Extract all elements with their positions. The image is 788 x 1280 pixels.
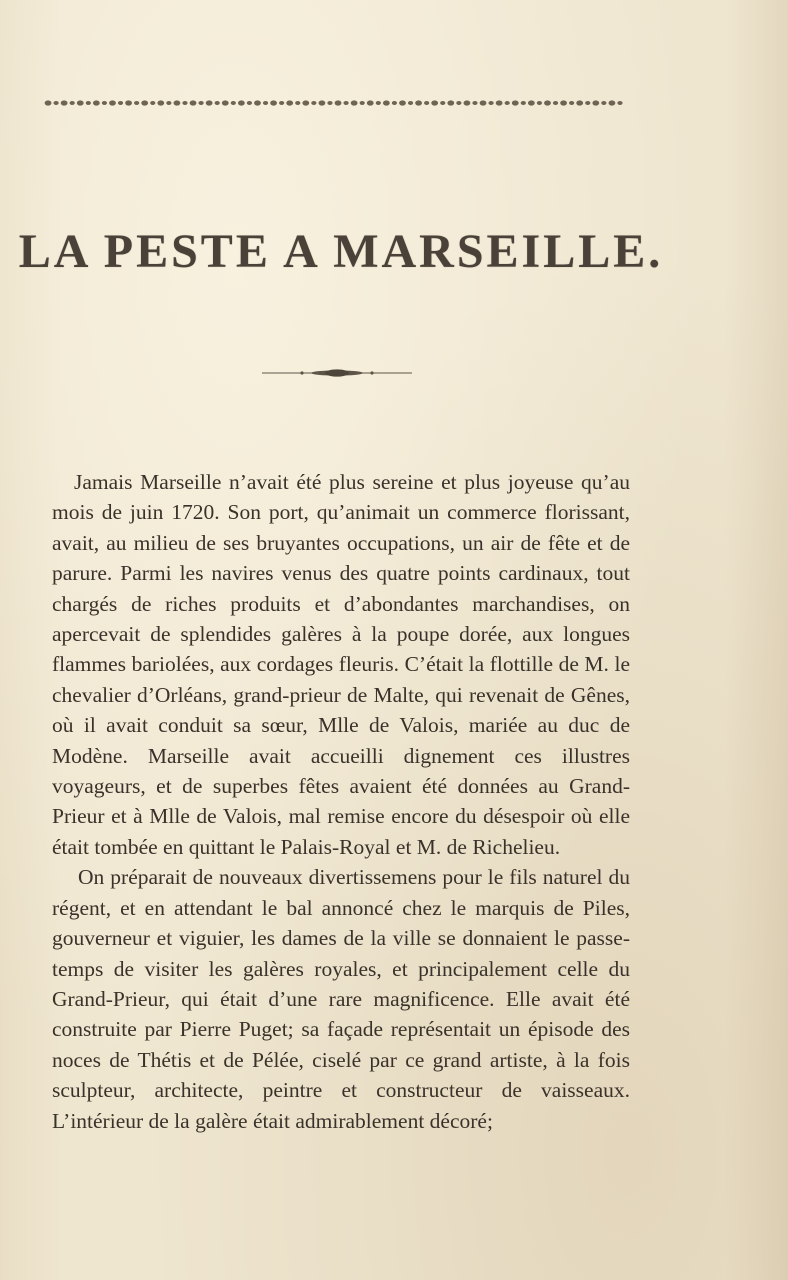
ornament-bead bbox=[351, 100, 358, 105]
ornament-bead bbox=[431, 100, 438, 105]
ornament-bead bbox=[456, 101, 461, 105]
ornament-bead bbox=[335, 100, 342, 105]
ornament-bead bbox=[238, 100, 245, 105]
ornament-bead bbox=[399, 100, 406, 105]
ornament-bead bbox=[424, 101, 429, 105]
ornament-bead bbox=[343, 101, 348, 105]
ornament-bead bbox=[560, 100, 567, 105]
ornament-bead bbox=[70, 101, 75, 105]
ornament-bead bbox=[569, 101, 574, 105]
ornament-bead bbox=[585, 101, 590, 105]
title-divider-ornament bbox=[262, 366, 412, 380]
ornament-bead bbox=[190, 100, 197, 105]
paragraph-1: Jamais Marseille n’avait été plus sereine et plus joyeuse qu’au mois de juin 1720. Son port, qu’animait un commerce florissant, avait, au milieu de ses bruyantes occupations, un air de fête et de parure. Parmi les navires venus des quatre points cardinaux, tout chargés de riches produits et d’abondantes marchandises, on apercevait de splendides galères à la poupe dorée, aux longues flammes bariolées, aux cordages fleuris. C’était la flottille de M. le chevalier d’Orléans, grand-prieur de Malte, qui revenait de Gênes, où il avait conduit sa sœur, Mlle de Valois, mariée au duc de Modène. Marseille avait accueilli dignement ces illustres voyageurs, et de superbes fêtes avaient été données au Grand-Prieur et à Mlle de Valois, mal remise encore du désespoir où elle était tombée en quittant le Palais-Royal et M. de Richelieu. bbox=[52, 470, 630, 859]
ornament-bead bbox=[609, 100, 616, 105]
ornament-bead bbox=[392, 101, 397, 105]
ornament-bead bbox=[247, 101, 252, 105]
ornament-bead bbox=[512, 100, 519, 105]
ornament-bead bbox=[206, 100, 213, 105]
ornament-bead bbox=[141, 100, 148, 105]
ornament-bead bbox=[109, 100, 116, 105]
ornament-bead bbox=[505, 101, 510, 105]
ornament-bead bbox=[166, 101, 171, 105]
ornament-bead bbox=[480, 100, 487, 105]
ornament-bead bbox=[440, 101, 445, 105]
paragraph-2: On préparait de nouveaux divertissemens pour le fils naturel du régent, et en attendant le bal annoncé chez le marquis de Piles, gouverneur et viguier, les dames de la ville se donnaient le passe-temps de visiter les galères royales, et principalement celle du Grand-Prieur, qui était d’une rare magnificence. Elle avait été construite par Pierre Puget; sa façade représentait un épisode des noces de Thétis et de Pélée, ciselé par ce grand artiste, à la fois sculpteur, architecte, peintre et constructeur de vaisseaux. L’intérieur de la galère était admirablement décoré; bbox=[52, 865, 630, 1133]
ornament-bead bbox=[86, 101, 91, 105]
ornament-bead bbox=[231, 101, 236, 105]
ornament-bead bbox=[102, 101, 107, 105]
ornamental-border-rule bbox=[44, 96, 624, 110]
ornament-bead bbox=[222, 100, 229, 105]
ornament-bead bbox=[295, 101, 300, 105]
ornament-bead bbox=[311, 101, 316, 105]
ornament-bead bbox=[464, 100, 471, 105]
ornament-bead bbox=[53, 101, 58, 105]
ornament-bead bbox=[319, 100, 326, 105]
ornament-bead bbox=[182, 101, 187, 105]
ornament-bead bbox=[601, 101, 606, 105]
ornament-bead bbox=[279, 101, 284, 105]
ornament-bead bbox=[45, 100, 52, 105]
ornament-bead bbox=[544, 100, 551, 105]
ornament-bead bbox=[472, 101, 477, 105]
ornament-bead bbox=[302, 100, 309, 105]
ornament-bead bbox=[488, 101, 493, 105]
page-title: LA PESTE A MARSEILLE. bbox=[18, 225, 664, 278]
ornament-bead bbox=[270, 100, 277, 105]
ornament-bead bbox=[118, 101, 123, 105]
ornament-bead bbox=[367, 100, 374, 105]
ornament-bead bbox=[415, 100, 422, 105]
ornament-bead bbox=[93, 100, 100, 105]
ornament-bead bbox=[383, 100, 390, 105]
ornament-bead bbox=[528, 100, 535, 105]
ornament-bead bbox=[447, 100, 454, 105]
ornament-bead bbox=[521, 101, 526, 105]
ornament-bead bbox=[360, 101, 365, 105]
ornament-bead bbox=[576, 100, 583, 105]
ornament-bead bbox=[150, 101, 155, 105]
ornament-bead bbox=[174, 100, 181, 105]
ornament-bead bbox=[496, 100, 503, 105]
ornament-bead bbox=[376, 101, 381, 105]
ornament-bead bbox=[157, 100, 164, 105]
ornament-bead bbox=[263, 101, 268, 105]
ornament-bead bbox=[617, 101, 622, 105]
ornament-bead bbox=[286, 100, 293, 105]
ornament-bead bbox=[61, 100, 68, 105]
ornament-bead bbox=[537, 101, 542, 105]
ornament-bead bbox=[553, 101, 558, 105]
ornament-bead bbox=[198, 101, 203, 105]
ornament-bead bbox=[592, 100, 599, 105]
ornament-bead bbox=[134, 101, 139, 105]
ornament-bead bbox=[254, 100, 261, 105]
ornament-bead bbox=[125, 100, 132, 105]
body-text bbox=[52, 467, 630, 1136]
ornament-bead bbox=[408, 101, 413, 105]
ornament-bead bbox=[215, 101, 220, 105]
ornament-bead bbox=[327, 101, 332, 105]
ornament-bead bbox=[77, 100, 84, 105]
